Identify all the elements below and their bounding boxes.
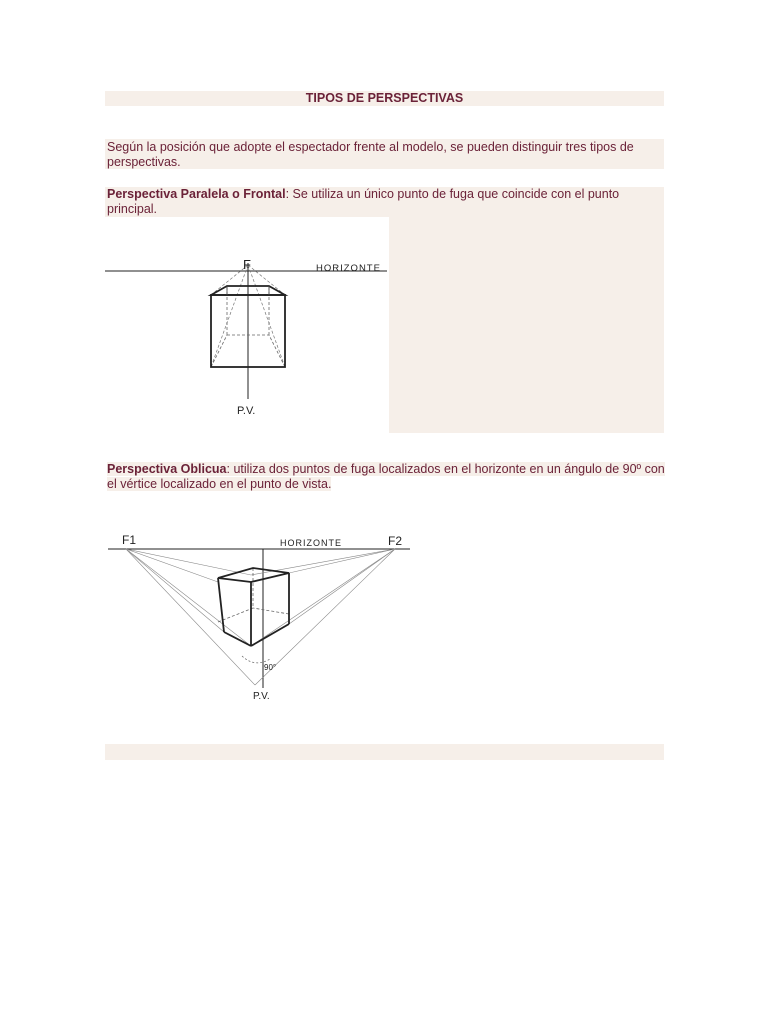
vanishing-point-right-label: F2 (388, 534, 403, 548)
vanishing-point-label: F (243, 257, 251, 272)
horizon-label: HORIZONTE (280, 538, 342, 548)
intro-paragraph: Según la posición que adopte el espectador frente al modelo, se pueden distinguir tres tipos de perspectivas. (107, 140, 634, 169)
oblique-perspective-diagram (108, 528, 412, 704)
bottom-band (105, 744, 664, 760)
cube-edges (218, 568, 289, 646)
horizon-label: HORIZONTE (316, 263, 381, 274)
frontal-heading: Perspectiva Paralela o Frontal (107, 187, 286, 201)
frontal-perspective-diagram (105, 217, 389, 433)
viewpoint-label: P.V. (253, 691, 270, 702)
frontal-paragraph (107, 187, 657, 217)
frontal-text: : Se utiliza un único punto de fuga que coincide con el punto principal. (107, 187, 620, 216)
vanishing-point-left-label: F1 (122, 533, 137, 547)
oblicua-heading: Perspectiva Oblicua (107, 462, 227, 476)
right-angle-arc (242, 656, 270, 663)
oblicua-text: : utiliza dos puntos de fuga localizados en el horizonte en un ángulo de 90º con el vértice localizado en el punto de vista. (107, 462, 665, 491)
oblicua-paragraph (107, 462, 667, 492)
page-title: TIPOS DE PERSPECTIVAS (305, 91, 464, 105)
viewpoint-label: P.V. (237, 405, 256, 417)
angle-label: 90° (264, 663, 277, 672)
